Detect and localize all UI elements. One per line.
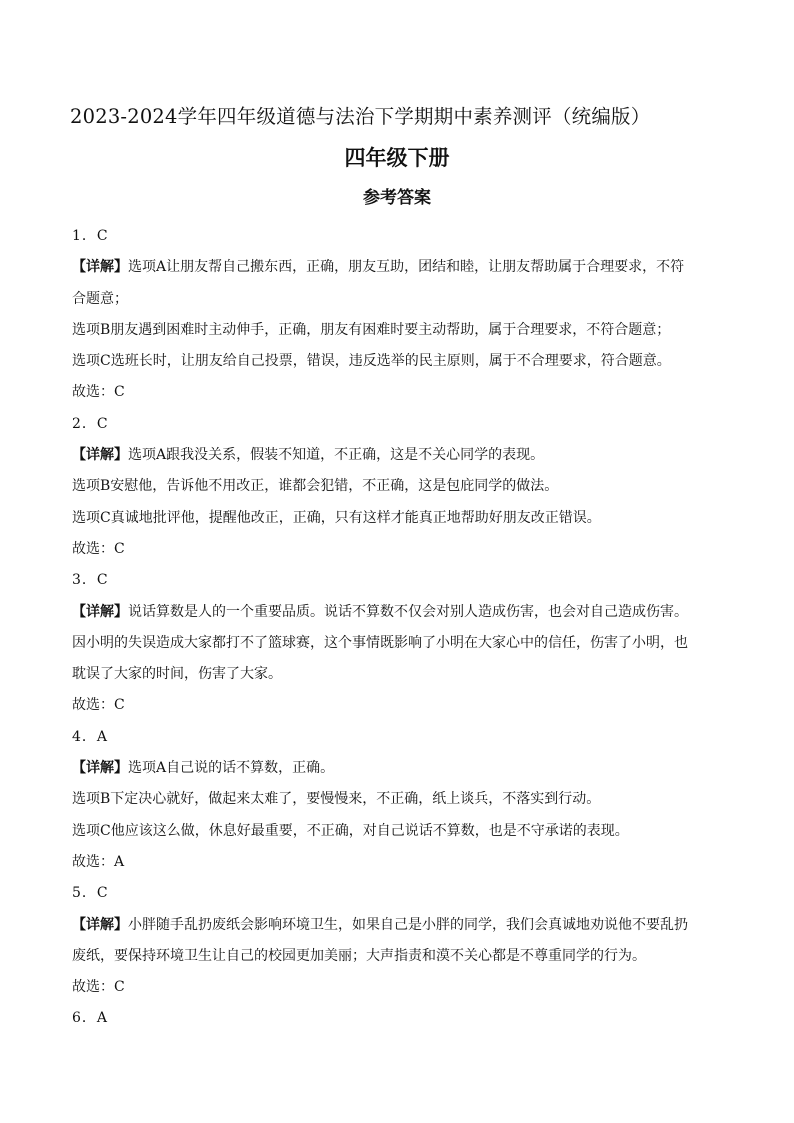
detail-text: 说话算数是人的一个重要品质。说话不算数不仅会对别人造成伤害，也会对自己造成伤害。因小明的失误造成大家都打不了篮球赛，这个事情既影响了小明在大家心中的信任，伤害了小明，也耽误了大家的时间，伤害了大家。: [72, 603, 688, 683]
question-detail: [72, 753, 688, 784]
answer-line: 故选：C: [72, 384, 125, 401]
detail-tag: 【详解】: [72, 760, 128, 777]
detail-text: 选项A让朋友帮自己搬东西，正确，朋友互助，团结和睦，让朋友帮助属于合理要求，不符合题意；: [72, 259, 685, 307]
question-detail: [72, 252, 688, 315]
question-number: 1．C: [72, 228, 109, 244]
answer-line: 故选：C: [72, 979, 125, 996]
answer-line: 故选：A: [72, 853, 125, 870]
detail-line: 选项C真诚地批评他，提醒他改正，正确，只有这样才能真正地帮助好朋友改正错误。: [72, 509, 601, 526]
detail-text: 选项A跟我没关系，假装不知道，不正确，这是不关心同学的表现。: [128, 447, 545, 464]
question-number: 2．C: [72, 415, 109, 432]
answer-key-heading: 参考答案: [363, 188, 431, 208]
detail-text: 小胖随手乱扔废纸会影响环境卫生，如果自己是小胖的同学，我们会真诚地劝说他不要乱扔废纸，要保持环境卫生让自己的校园更加美丽；大声指责和漠不关心都是不尊重同学的行为。: [72, 916, 688, 964]
grade-heading: 四年级下册: [344, 146, 450, 170]
document-title: 2023-2024学年四年级道德与法治下学期期中素养测评（统编版）: [70, 105, 651, 128]
question-number: 4．A: [72, 728, 109, 745]
detail-line: 选项B朋友遇到困难时主动伸手，正确，朋友有困难时要主动帮助，属于合理要求，不符合题意；: [72, 321, 671, 338]
question-number: 6．A: [72, 1010, 109, 1027]
answer-line: 故选：C: [72, 540, 125, 557]
detail-text: 选项A自己说的话不算数，正确。: [128, 760, 335, 777]
detail-tag: 【详解】: [72, 259, 128, 276]
question-number: 5．C: [72, 885, 109, 902]
detail-tag: 【详解】: [72, 603, 128, 620]
detail-line: 选项C他应该这么做，休息好最重要，不正确，对自己说话不算数，也是不守承诺的表现。: [72, 822, 629, 839]
detail-tag: 【详解】: [72, 916, 128, 933]
question-detail: [72, 597, 688, 691]
detail-line: 选项B下定决心就好，做起来太难了，要慢慢来，不正确，纸上谈兵，不落实到行动。: [72, 791, 601, 808]
answer-line: 故选：C: [72, 697, 125, 714]
detail-tag: 【详解】: [72, 447, 128, 464]
detail-line: 选项C选班长时，让朋友给自己投票，错误，违反选举的民主原则，属于不合理要求，符合题意。: [72, 353, 671, 370]
question-detail: [72, 440, 688, 471]
question-detail: [72, 910, 688, 973]
detail-line: 选项B安慰他，告诉他不用改正，谁都会犯错，不正确，这是包庇同学的做法。: [72, 478, 559, 495]
answer-list: [72, 221, 688, 1035]
question-number: 3．C: [72, 572, 109, 589]
